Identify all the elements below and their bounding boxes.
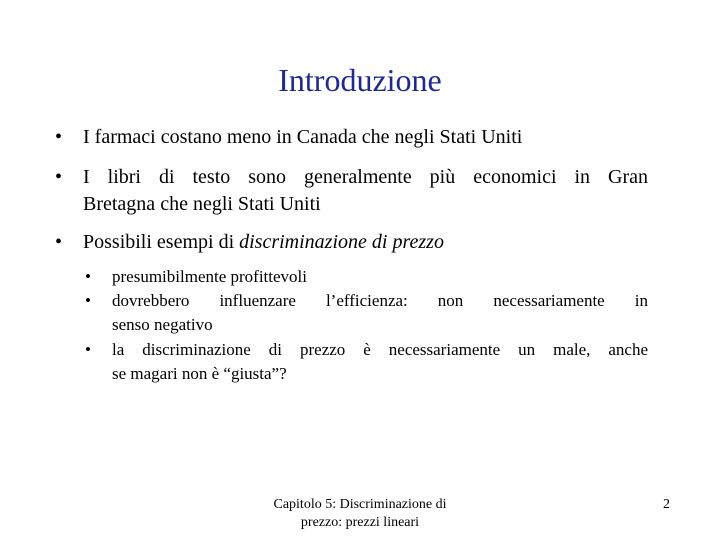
bullet-marker: • (55, 126, 63, 148)
bullet-text (83, 229, 648, 256)
bullet-text: I farmaci costano meno in Canada che negli Stati Uniti (83, 126, 523, 148)
sub-bullet-text-line: se magari non è “giusta”? (112, 364, 287, 383)
footer-line: prezzo: prezzi lineari (300, 515, 420, 530)
bullet-text (83, 164, 648, 218)
sub-bullet-text (112, 338, 648, 386)
sub-bullet-text (112, 265, 648, 289)
bullet-text-emphasis: discriminazione di prezzo (239, 231, 444, 253)
sub-bullet-marker: • (85, 340, 91, 359)
bullet-marker: • (55, 166, 63, 188)
sub-bullet-text-line: presumibilmente profittevoli (112, 267, 307, 286)
sub-bullet-text (112, 289, 648, 337)
sub-bullet-text-line: la discriminazione di prezzo è necessariamente un male, anche (112, 340, 648, 359)
bullet-text-line: Bretagna che negli Stati Uniti (83, 193, 321, 215)
bullet-text-plain: Possibili esempi di (83, 231, 240, 253)
bullet-text-line: I libri di testo sono generalmente più economici in Gran (83, 166, 648, 188)
slide-footer (262, 496, 458, 532)
bullet-marker: • (55, 231, 63, 253)
sub-bullet-marker: • (85, 267, 91, 286)
sub-bullet-text-line: senso negativo (112, 315, 213, 334)
footer-line: Capitolo 5: Discriminazione di (273, 497, 447, 512)
sub-bullet-text-line: dovrebbero influenzare l’efficienza: non necessariamente in (112, 291, 648, 310)
slide-title: Introduzione (278, 62, 442, 98)
sub-bullet-marker: • (85, 291, 91, 310)
page-number: 2 (663, 497, 670, 512)
